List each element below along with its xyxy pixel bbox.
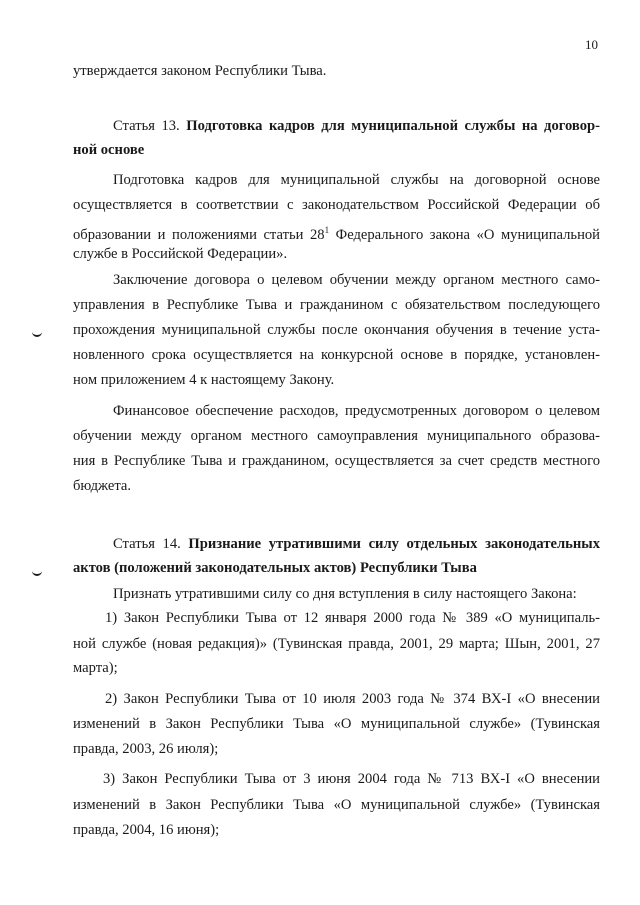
list-item-2-line3: правда, 2003, 26 июля);: [73, 741, 219, 757]
article13-p2-line4: новленного срока осуществляется на конкурсной основе в порядке, установлен-: [73, 347, 600, 363]
binding-mark-icon: [32, 329, 42, 337]
list-item-2-line1: 2) Закон Республики Тыва от 10 июля 2003 года № 374 ВХ-I «О внесении: [105, 691, 600, 707]
list-item-2-line2: изменений в Закон Республики Тыва «О муниципальной службе» (Тувинская: [73, 716, 600, 732]
article14-intro: Признать утратившими силу со дня вступления в силу настоящего Закона:: [113, 586, 577, 602]
list-item-1-line3: марта);: [73, 660, 118, 676]
article13-p2-line3: прохождения муниципальной службы после окончания обучения в течение уста-: [73, 322, 600, 338]
list-item-3-line1: 3) Закон Республики Тыва от 3 июня 2004 года № 713 ВХ-I «О внесении: [103, 771, 600, 787]
list-item-1-line2: ной службе (новая редакция)» (Тувинская правда, 2001, 29 марта; Шын, 2001, 27: [73, 636, 600, 652]
article13-p1-line2: осуществляется в соответствии с законодательством Российской Федерации об: [73, 197, 600, 213]
article14-heading-title: Признание утратившими силу отдельных законодательных: [188, 536, 600, 552]
list-item-3-line3: правда, 2004, 16 июня);: [73, 822, 220, 838]
article14-heading-prefix: Статья 14.: [113, 536, 181, 552]
article13-heading-title: Подготовка кадров для муниципальной службы на договор-: [186, 118, 600, 134]
article13-p3-line3: ния в Республике Тыва и гражданином, осуществляется за счет средств местного: [73, 453, 600, 469]
list-item-1-line1: 1) Закон Республики Тыва от 12 января 2000 года № 389 «О муниципаль-: [105, 610, 600, 626]
article13-heading-line2: ной основе: [73, 142, 145, 158]
article13-p3-line4: бюджета.: [73, 478, 132, 494]
article13-heading-line1: [113, 117, 600, 136]
article14-heading-line1: [113, 535, 600, 554]
footnote-superscript: 1: [324, 225, 330, 235]
article13-p2-line2: управления в Республике Тыва и гражданином с обязательством последующего: [73, 297, 600, 313]
article13-p3-line1: Финансовое обеспечение расходов, предусмотренных договором о целевом: [113, 403, 600, 419]
article13-p3-line2: обучении между органом местного самоуправления муниципального образова-: [73, 428, 600, 444]
intro-line: утверждается законом Республики Тыва.: [73, 63, 327, 79]
article13-p2-line5: ном приложением 4 к настоящему Закону.: [73, 372, 335, 388]
article13-p2-line1: Заключение договора о целевом обучении между органом местного само-: [113, 272, 600, 288]
list-item-3-line2: изменений в Закон Республики Тыва «О муниципальной службе» (Тувинская: [73, 797, 600, 813]
binding-mark-icon: [32, 568, 42, 576]
article13-p1-line1: Подготовка кадров для муниципальной службы на договорной основе: [113, 172, 600, 188]
article13-p1-line3: образовании и положениями статьи $28^1$ Федерального закона «О муниципальной: [73, 225, 600, 243]
page-number: 10: [585, 37, 598, 52]
article13-heading-prefix: Статья 13.: [113, 118, 180, 134]
article13-p1-line4: службе в Российской Федерации».: [73, 246, 288, 262]
article14-heading-line2: актов (положений законодательных актов) Республики Тыва: [73, 560, 477, 576]
